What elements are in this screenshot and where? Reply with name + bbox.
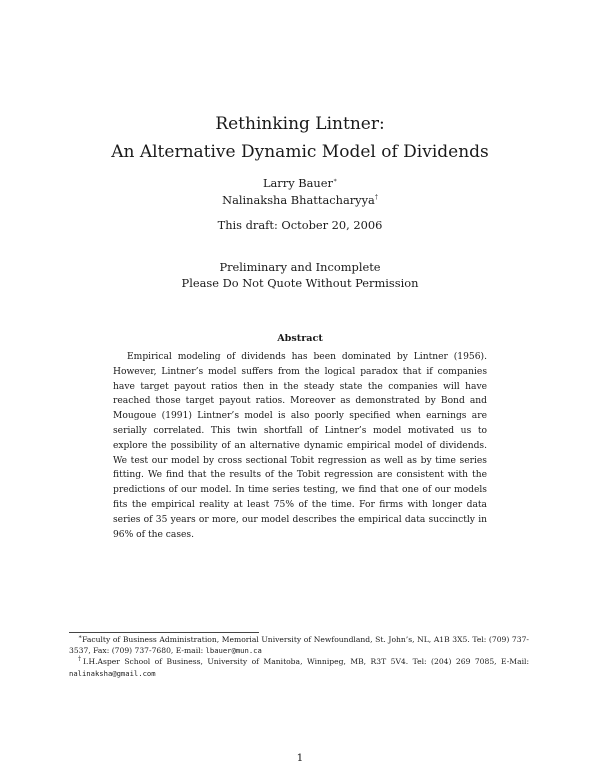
- footnote-1-text: Faculty of Business Administration, Memorial University of Newfoundland, St. John’s, NL, A1B 3X5. Tel: (709) 737-3537, Fax: (709) 737-7680, E-mail:: [69, 635, 529, 656]
- author-2-footnote-mark[interactable]: †: [374, 194, 378, 202]
- status-line-2: Please Do Not Quote Without Permission: [181, 276, 419, 290]
- footnote-1-mark: ∗: [78, 633, 83, 641]
- author-1: [0, 176, 600, 191]
- draft-date: This draft: October 20, 2006: [217, 218, 383, 232]
- title-line-2: An Alternative Dynamic Model of Dividends: [111, 142, 489, 162]
- footnote-1: [69, 634, 529, 656]
- footnote-2-text: I.H.Asper School of Business, University of Manitoba, Winnipeg, MB, R3T 5V4. Tel: (204) 269 7085, E-Mail:: [83, 657, 530, 667]
- footnote-2: [69, 656, 529, 678]
- footnote-2-mark: †: [78, 655, 84, 663]
- footnote-2-email-link[interactable]: nalinaksha@gmail.com: [69, 668, 156, 678]
- author-2: [0, 193, 600, 208]
- author-1-name: Larry Bauer: [262, 176, 333, 190]
- author-2-name: Nalinaksha Bhattacharyya: [222, 193, 375, 207]
- footnote-1-email-link[interactable]: lbauer@mun.ca: [205, 646, 262, 656]
- footnote-rule: [69, 632, 259, 633]
- abstract-text: Empirical modeling of dividends has been dominated by Lintner (1956). However, Lintner’s model suffers from the logical paradox that if companies have target payout ratios then in the steady state the companies will have reached those target payout ratios. Moreover as demonstrated by Bond and Mougoue (1991) Lintner’s model is also poorly specified when earnings are serially correlated. This twin shortfall of Lintner’s model motivated us to explore the possibility of an alternative dynamic empirical model of dividends. We test our model by cross sectional Tobit regression as well as by time series fitting. We find that the results of the Tobit regression are consistent with the predictions of our model. In time series testing, we find that one of our models fits the empirical reality at least 75% of the time. For firms with longer data series of 35 years or more, our model describes the empirical data succinctly in 96% of the cases.: [113, 352, 487, 540]
- status-line-1: Preliminary and Incomplete: [219, 260, 381, 274]
- footnotes: [69, 634, 529, 679]
- abstract-heading: Abstract: [277, 333, 323, 344]
- title-line-1: Rethinking Lintner:: [215, 114, 385, 134]
- author-1-footnote-mark[interactable]: ∗: [332, 177, 338, 185]
- page-number: 1: [296, 752, 304, 764]
